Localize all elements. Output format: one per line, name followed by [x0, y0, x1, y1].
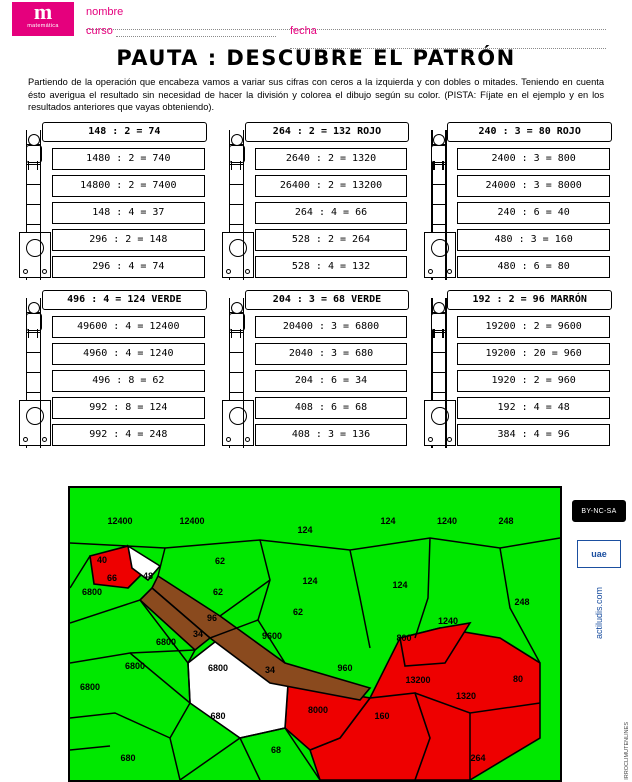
- region-number: 34: [264, 665, 276, 675]
- card-rows: [52, 316, 205, 446]
- operation-row: 480 : 6 = 80: [457, 256, 610, 278]
- operation-row: 992 : 4 = 248: [52, 424, 205, 446]
- operation-row: 528 : 2 = 264: [255, 229, 408, 251]
- card-header: 192 : 2 = 96 MARRÓN: [447, 290, 612, 310]
- card-rows: [457, 148, 610, 278]
- card-rows: [52, 148, 205, 278]
- card-header: 204 : 3 = 68 VERDE: [245, 290, 410, 310]
- coloring-picture: [68, 486, 562, 782]
- fecha-label: fecha: [290, 25, 317, 37]
- operation-row: 408 : 6 = 68: [255, 397, 408, 419]
- region-number: 1240: [436, 516, 458, 526]
- region-number: 48: [142, 571, 154, 581]
- region-number: 12400: [107, 516, 133, 526]
- region-number: 8000: [307, 705, 329, 715]
- card-rows: [457, 316, 610, 446]
- uae-logo: uae: [577, 540, 621, 568]
- operation-row: 408 : 3 = 136: [255, 424, 408, 446]
- region-number: 6800: [124, 661, 146, 671]
- region-number: 13200: [405, 675, 431, 685]
- region-number: 96: [206, 613, 218, 623]
- region-number: 960: [337, 663, 353, 673]
- ladder-decoration: [221, 298, 255, 448]
- operation-row: 49600 : 4 = 12400: [52, 316, 205, 338]
- region-number: 66: [106, 573, 118, 583]
- operation-row: 496 : 8 = 62: [52, 370, 205, 392]
- region-number: 1240: [437, 616, 459, 626]
- region-number: 1320: [455, 691, 477, 701]
- logo-subtitle: matemática: [27, 23, 59, 29]
- page-header: [0, 0, 632, 42]
- exercise-card: [18, 122, 209, 282]
- operation-row: 19200 : 20 = 960: [457, 343, 610, 365]
- region-number: 62: [214, 556, 226, 566]
- exercise-card: [423, 290, 614, 450]
- region-number: 124: [297, 525, 313, 535]
- region-number: 62: [292, 607, 304, 617]
- operation-row: 4960 : 4 = 1240: [52, 343, 205, 365]
- region-number: 6800: [81, 587, 103, 597]
- operation-row: 148 : 4 = 37: [52, 202, 205, 224]
- card-rows: [255, 148, 408, 278]
- operation-row: 2640 : 2 = 1320: [255, 148, 408, 170]
- region-number: 248: [514, 597, 530, 607]
- operation-row: 19200 : 2 = 9600: [457, 316, 610, 338]
- fecha-input-line[interactable]: [290, 37, 606, 49]
- machine-icon: [19, 400, 51, 446]
- region-number: 6800: [155, 637, 177, 647]
- operation-row: 480 : 3 = 160: [457, 229, 610, 251]
- machine-icon: [222, 400, 254, 446]
- machine-icon: [424, 400, 456, 446]
- card-header: 496 : 4 = 124 VERDE: [42, 290, 207, 310]
- operation-row: 20400 : 3 = 6800: [255, 316, 408, 338]
- logo-letter: m: [33, 0, 53, 24]
- license-sidebar: [570, 500, 628, 650]
- operation-row: 2400 : 3 = 800: [457, 148, 610, 170]
- operation-row: 2040 : 3 = 680: [255, 343, 408, 365]
- field-fecha: [290, 25, 632, 49]
- page-title: PAUTA : DESCUBRE EL PATRÓN: [116, 46, 516, 70]
- operation-row: 1480 : 2 = 740: [52, 148, 205, 170]
- operation-row: 992 : 8 = 124: [52, 397, 205, 419]
- actiludis-link[interactable]: actiludis.com: [594, 586, 604, 640]
- region-number: 264: [470, 753, 486, 763]
- region-number: 6800: [79, 682, 101, 692]
- operation-row: 296 : 2 = 148: [52, 229, 205, 251]
- region-number: 160: [374, 711, 390, 721]
- region-number: 68: [270, 745, 282, 755]
- creative-commons-badge[interactable]: BY-NC-SA: [572, 500, 626, 522]
- region-number: 124: [392, 580, 408, 590]
- region-number: 6800: [207, 663, 229, 673]
- region-number: 62: [212, 587, 224, 597]
- exercise-card: [423, 122, 614, 282]
- ladder-decoration: [423, 298, 457, 448]
- footer-note: IRROCLIMUTENLINES: [624, 722, 630, 780]
- machine-icon: [424, 232, 456, 278]
- exercise-card: [221, 290, 412, 450]
- region-number: 124: [302, 576, 318, 586]
- exercise-grid: [18, 122, 614, 450]
- region-number: 34: [192, 629, 204, 639]
- card-header: 240 : 3 = 80 ROJO: [447, 122, 612, 142]
- operation-row: 264 : 4 = 66: [255, 202, 408, 224]
- ladder-decoration: [221, 130, 255, 280]
- operation-row: 296 : 4 = 74: [52, 256, 205, 278]
- operation-row: 240 : 6 = 40: [457, 202, 610, 224]
- region-number: 124: [380, 516, 396, 526]
- machine-icon: [19, 232, 51, 278]
- operation-row: 24000 : 3 = 8000: [457, 175, 610, 197]
- curso-input-line[interactable]: [116, 25, 276, 37]
- region-number: 12400: [179, 516, 205, 526]
- instructions-text: Partiendo de la operación que encabeza vamos a variar sus cifras con ceros a la izquierda y con dobles o mitades. Teniendo en cuenta ésto averigua el resultado sin necesidad de hacer la división y colorea el dibujo según su color. (PISTA: Fíjate en el ejemplo y en los resultados anteriores que vayas obteniendo).: [28, 77, 604, 112]
- region-number: 680: [120, 753, 136, 763]
- ladder-decoration: [18, 298, 52, 448]
- operation-row: 528 : 4 = 132: [255, 256, 408, 278]
- picture-svg: [70, 488, 560, 780]
- region-number: 248: [498, 516, 514, 526]
- region-number: 9600: [261, 631, 283, 641]
- operation-row: 14800 : 2 = 7400: [52, 175, 205, 197]
- region-number: 680: [210, 711, 226, 721]
- exercise-card: [18, 290, 209, 450]
- operation-row: 1920 : 2 = 960: [457, 370, 610, 392]
- card-header: 264 : 2 = 132 ROJO: [245, 122, 410, 142]
- region-number: 800: [396, 633, 412, 643]
- card-header: 148 : 2 = 74: [42, 122, 207, 142]
- card-rows: [255, 316, 408, 446]
- field-curso: [86, 25, 276, 37]
- ladder-decoration: [423, 130, 457, 280]
- region-number: 40: [96, 555, 108, 565]
- machine-icon: [222, 232, 254, 278]
- operation-row: 26400 : 2 = 13200: [255, 175, 408, 197]
- logo: [12, 2, 74, 36]
- nombre-label: nombre: [86, 6, 124, 18]
- ladder-decoration: [18, 130, 52, 280]
- operation-row: 192 : 4 = 48: [457, 397, 610, 419]
- operation-row: 204 : 6 = 34: [255, 370, 408, 392]
- operation-row: 384 : 4 = 96: [457, 424, 610, 446]
- curso-label: curso: [86, 25, 113, 37]
- region-number: 80: [512, 674, 524, 684]
- exercise-card: [221, 122, 412, 282]
